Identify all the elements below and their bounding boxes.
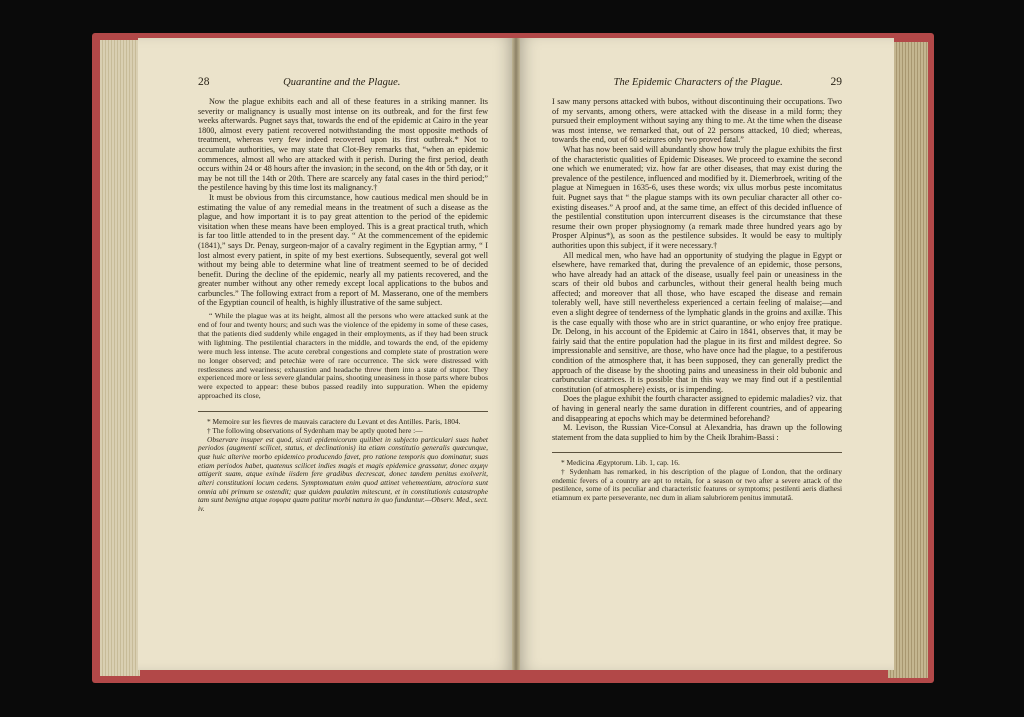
right-page-edges bbox=[888, 42, 928, 678]
right-paragraph-4: Does the plague exhibit the fourth character assigned to epidemic maladies? viz. that of having in general nearly the same duration in different countries, and of appearing and disappearing at epochs which may be determined beforehand? bbox=[552, 394, 842, 423]
right-page-content bbox=[552, 76, 842, 652]
left-page-content bbox=[198, 76, 488, 652]
right-running-title: The Epidemic Characters of the Plague. bbox=[613, 77, 783, 88]
right-page bbox=[516, 38, 894, 670]
right-paragraph-2: What has now been said will abundantly show how truly the plague exhibits the first of the characteristic qualities of Epidemic Diseases. We proceed to examine the second one which we enumerated; viz. how far are other diseases, that may exist during the prevalence of the pestilence, influenced and modified by it. Diemerbroek, writing of the plague at Nimeguen in 1635-6, uses these words; vix ullus morbus peste incomitatus fuit. Pugnet says that “ the plague stamps with its own peculiar character all other co-existing diseases.” A proof and, at the same time, an effect of this decided influence of the pestilential constitution upon intercurrent diseases is the circumstance that these resume their own proper physiognomy (a remark made three hundred years ago by Prosper Alpinus*), as soon as the pestilence subsides. It would be easy to multiply authorities upon this subject, if it were necessary.† bbox=[552, 144, 842, 250]
right-paragraph-1: I saw many persons attacked with bubos, without discontinuing their occupations. Two of my servants, among others, were attacked with the disease in a mild form; they pursued their employment without saying any thing to me. At the time when the disease was most intense, we remarked that, out of 22 persons attacked, 10 died; whereas, towards the end, out of 60 seizures only two proved fatal.” bbox=[552, 97, 842, 145]
left-paragraph-2: It must be obvious from this circumstance, how cautious medical men should be in estimating the value of any remedial means in the treatment of such a disease as the plague, and how important it is to pay great attention to the period of the epidemic visitation when these means have been employed. This is a great practical truth, which is far too little attended to in the present day. “ At the commencement of the epidemic (1841),” says Dr. Penay, surgeon-major of a cavalry regiment in the Egyptian army, “ I lost almost every patient, in spite of my best exertions. Subsequently, several got well without my being able to determine what line of treatment seemed to be of decided benefit. During the decline of the epidemic, nearly all my patients recovered, and the greater number without any other remedy except local applications to the bubos and carbuncles.” The following extract from a report of M. Masserano, one of the members of the Egyptian council of health, is highly illustrative of the same subject. bbox=[198, 192, 488, 308]
right-footnote-rule bbox=[552, 452, 842, 453]
book-gutter bbox=[512, 38, 520, 670]
left-footnote-2: † The following observations of Sydenham may be aptly quoted here :— bbox=[207, 425, 423, 435]
right-footnote-2: † Sydenham has remarked, in his description of the plague of London, that the ordinary endemic fevers of a country are apt to retain, for a season or two after a severe attack of the pestilence, some of its peculiar and characteristic features or symptoms; pestilenti aeris diathesi etiamnum ex parte perseverante, nec dum in aliam salubriorem penitus immutatâ. bbox=[552, 467, 842, 503]
left-page-number: 28 bbox=[198, 76, 210, 88]
left-footnote-1: * Memoire sur les fievres de mauvais caractere du Levant et des Antilles. Paris, 1804. bbox=[207, 417, 461, 427]
left-page bbox=[138, 38, 516, 670]
right-paragraph-3: All medical men, who have had an opportunity of studying the plague in Egypt or elsewhere, have remarked that, during the prevalence of an epidemic, those persons, who have already had an attack of the disease, usually feel pain or uneasiness in the scars of their old bubos and carbuncles, without their general health being much affected; and moreover that all those, who have escaped the disease and remain tolerably well, have still nevertheless experienced a certain feeling of malaise;—and even a slight degree of tenderness of the lymphatic glands in the groins and axillæ. This is the case equally with those who are in strict quarantine, or who enjoy free pratique. Dr. Delong, in his account of the Epidemic at Cairo in 1841, observes that, it may be fairly said that the entire population had the plague in its first and mildest degree. So impressionable and sensitive, are those, who have once had the plague, to a pestiferous condition of the atmosphere that, it has been supposed, they can generally predict the approach of the disease by the shooting pains and uneasiness in their old bubonic and carbuncular cicatrices. It is possible that in this way we may find out if a pestilential constitution (of atmosphere) exists, or is impending. bbox=[552, 250, 842, 394]
left-page-header bbox=[198, 76, 488, 88]
left-running-title: Quarantine and the Plague. bbox=[283, 77, 401, 88]
left-paragraph-1: Now the plague exhibits each and all of these features in a striking manner. Its severity or malignancy is usually most intense on its outbreak, and for the first few weeks afterwards. Pugnet says that, towards the end of the epidemic at Cairo in the year 1800, almost every patient recovered notwithstanding the most opposite methods of treatment, whereas very few indeed recovered upon its first outbreak.* Not to accumulate authorities, we may state that Clot-Bey remarks that, “when an epidemic commences, almost all who are attacked with it perish. During the first period, death occurs within 24 or 48 hours after the invasion; in the second, on the 4th or 5th day, or it may be not till the 14th or 20th. There are scarcely any fatal cases in the third period;” the pestilence having by this time lost its malignancy.† bbox=[198, 97, 488, 193]
right-page-header bbox=[552, 76, 842, 88]
left-page-edges bbox=[100, 40, 140, 676]
left-footnote-rule bbox=[198, 411, 488, 412]
right-page-number: 29 bbox=[830, 76, 842, 88]
left-quote: “ While the plague was at its height, almost all the persons who were attacked sunk at the end of four and twenty hours; and such was the violence of the epidemy in some of these cases, that the patients died suddenly while engaged in their employments, as if they had been struck with lightning. The pestilential characters in the middle, and towards the end, of the epidemy were much less intense. The acute cerebral congestions and complete state of prostration were no longer observed; and petechiæ were of rare occurrence. The sick were distressed with restlessness and weariness; exhaustion and headache threw them into a state of stupor. They experienced more or less severe glandular pains, shooting uneasiness in those parts where bubos were expected to appear: these bubos passed readily into suppuration. When the epidemy approached its close, bbox=[198, 311, 488, 401]
right-paragraph-5: M. Levison, the Russian Vice-Consul at Alexandria, has drawn up the following statement from the data supplied to him by the Cheik Ibrahim-Bassi : bbox=[552, 423, 842, 442]
right-footnote-1: * Medicina Ægyptorum. Lib. 1, cap. 16. bbox=[561, 458, 680, 468]
left-footnote-3: Observare insuper est quod, sicuti epidemicorum quilibet in subjecto particulari suas habet periodos (augmenti scilicet, status, et declinationis) ita etiam constitutio generalis quæcunque, quæ huic alterive morbo epidemico producendo favet, pro ratione temporis quo dominatur, suas etiam periodos habet, quatenus scilicet indies magis et magis epidemice grassatur, donec αxμην attigerit suam, atque exinde iisdem fere gradibus decrescat, donec tandem penitus exolverit, alteri constitutioni locum cedens. Symptomatum enim quod attinet vehementiam, atrociora sunt omnia ubi primum se ostendit; quæ quidem paulatim mitescunt, et in constitutionis catastrophe tam sunt benigna atque ευφορα quam patitur morbi natura in quo fundantur.—Observ. Med., sect. iv. bbox=[198, 434, 488, 514]
